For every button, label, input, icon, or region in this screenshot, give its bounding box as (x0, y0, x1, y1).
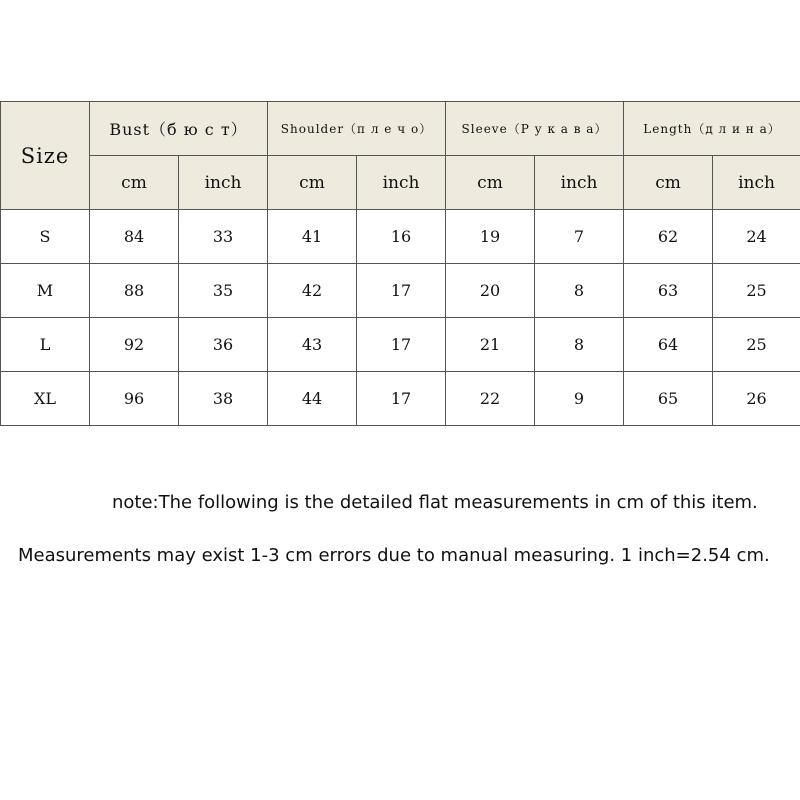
table-cell: 8 (535, 318, 624, 372)
table-cell: 25 (713, 264, 800, 318)
table-cell: 38 (179, 372, 268, 426)
unit-header: cm (624, 156, 713, 210)
measurement-note: note:The following is the detailed flat measurements in cm of this item. (112, 492, 758, 513)
table-cell: 9 (535, 372, 624, 426)
table-cell: 36 (179, 318, 268, 372)
table-cell: 92 (90, 318, 179, 372)
table-cell: 41 (268, 210, 357, 264)
table-cell: 65 (624, 372, 713, 426)
table-cell: 64 (624, 318, 713, 372)
table-cell: 16 (357, 210, 446, 264)
table-cell: 43 (268, 318, 357, 372)
unit-header: cm (446, 156, 535, 210)
header-row (1, 102, 800, 156)
error-disclaimer: Measurements may exist 1-3 cm errors due to manual measuring. 1 inch=2.54 cm. (18, 545, 770, 566)
size-cell: L (1, 318, 90, 372)
bust-header: Bust（б ю с т） (90, 102, 268, 156)
unit-header: cm (90, 156, 179, 210)
table-cell: 20 (446, 264, 535, 318)
size-cell: M (1, 264, 90, 318)
table-row (1, 318, 800, 372)
table-cell: 84 (90, 210, 179, 264)
unit-header: inch (535, 156, 624, 210)
table-row (1, 264, 800, 318)
size-chart-table (0, 101, 800, 426)
table-cell: 42 (268, 264, 357, 318)
unit-header-row (1, 156, 800, 210)
table-cell: 17 (357, 264, 446, 318)
size-cell: XL (1, 372, 90, 426)
size-column-header: Size (1, 102, 90, 210)
table-cell: 63 (624, 264, 713, 318)
table-cell: 21 (446, 318, 535, 372)
table-cell: 44 (268, 372, 357, 426)
length-header: Length（д л и н а） (624, 102, 800, 156)
table-cell: 62 (624, 210, 713, 264)
table-cell: 8 (535, 264, 624, 318)
table-cell: 7 (535, 210, 624, 264)
shoulder-header: Shoulder（п л е ч о） (268, 102, 446, 156)
table-row (1, 372, 800, 426)
table-cell: 33 (179, 210, 268, 264)
table-cell: 17 (357, 372, 446, 426)
table-cell: 88 (90, 264, 179, 318)
table-cell: 35 (179, 264, 268, 318)
size-cell: S (1, 210, 90, 264)
table-row (1, 210, 800, 264)
unit-header: inch (713, 156, 800, 210)
unit-header: inch (357, 156, 446, 210)
unit-header: cm (268, 156, 357, 210)
table-cell: 96 (90, 372, 179, 426)
table-cell: 24 (713, 210, 800, 264)
table-cell: 25 (713, 318, 800, 372)
table-cell: 19 (446, 210, 535, 264)
table-cell: 22 (446, 372, 535, 426)
table-cell: 17 (357, 318, 446, 372)
unit-header: inch (179, 156, 268, 210)
sleeve-header: Sleeve（Р у к а в а） (446, 102, 624, 156)
table-cell: 26 (713, 372, 800, 426)
